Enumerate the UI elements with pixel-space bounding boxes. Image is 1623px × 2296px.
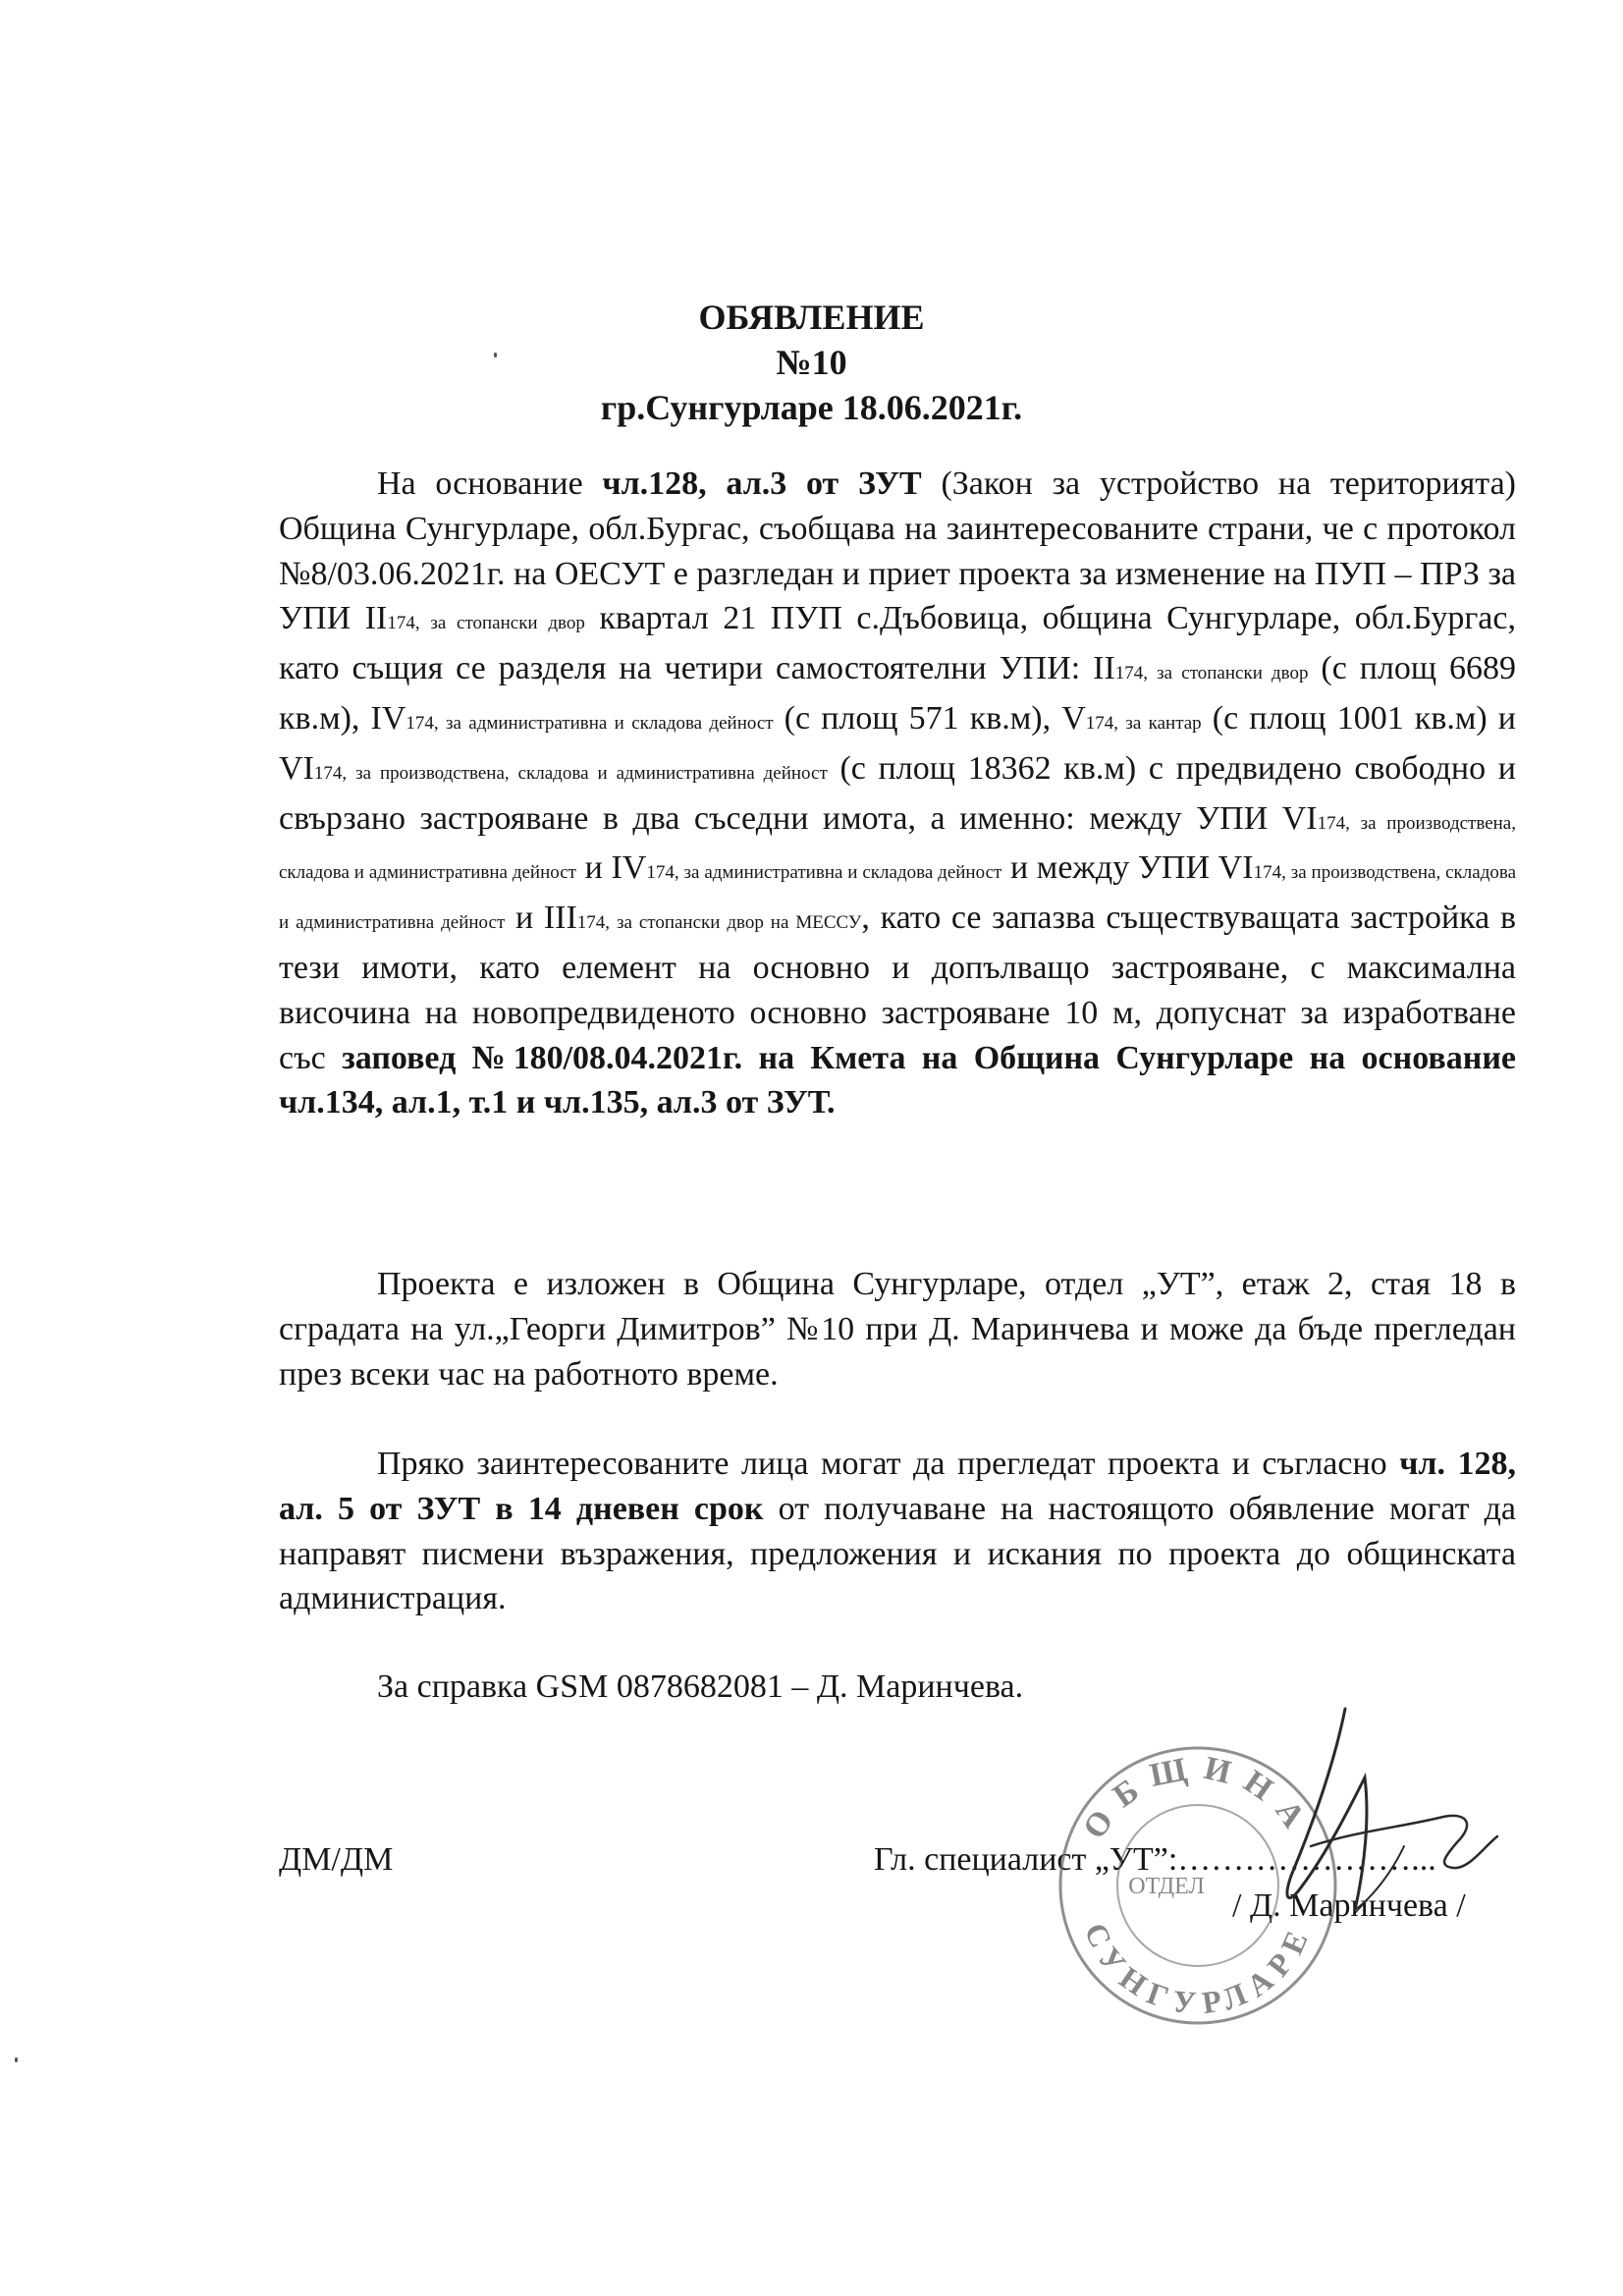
- scan-speck: [494, 353, 497, 357]
- paragraph-3: Пряко заинтересованите лица могат да прегледат проекта и съгласно чл. 128, ал. 5 от ЗУТ в 14 дневен срок от получаване на настоящото обявление могат да направят писмени възражения, предложения и искания по проекта до общинската администрация.: [279, 1446, 1517, 1617]
- stamp-bottom-text: СУНГУРЛАРЕ: [1077, 1917, 1319, 2021]
- scan-speck: [15, 2057, 18, 2062]
- footer-initials: ДМ/ДМ: [279, 1841, 394, 1878]
- paragraph-1: На основание чл.128, ал.3 от ЗУТ (Закон за устройство на територията) Община Сунгурларе, обл.Бургас, съобщава на заинтересованите страни, че с протокол №8/03.06.2021г. на ОЕСУТ е разгледан и приет проекта за изменение на ПУП – ПРЗ за УПИ II174, за стопански двор квартал 21 ПУП с.Дъбовица, община Сунгурларе, обл.Бургас, като същия се разделя на четири самостоятелни УПИ: II174, за стопански двор (с площ 6689 кв.м), IV174, за административна и складова дейност (с площ 571 кв.м), V174, за кантар (с площ 1001 кв.м) и VI174, за производствена, складова и административна дейност (с площ 18362 кв.м) с предвидено свободно и свързано застрояване в два съседни имота, а именно: между УПИ VI174, за производствена, складова и административна дейност и IV174, за административна и складова дейност и между УПИ VI174, за производствена, складова и административна дейност и III174, за стопански двор на МЕССУ, като се запазва съществуващата застройка в тези имоти, като елемент на основно и допълващо застрояване, с максимална височина на новопредвиденото основно застрояване 10 м, допуснат за изработване със заповед №180/08.04.2021г. на Кмета на Община Сунгурларе на основание чл.134, ал.1, т.1 и чл.135, ал.3 от ЗУТ.: [279, 465, 1517, 1121]
- stamp-top-text: ОБЩИНА: [1076, 1748, 1320, 1846]
- paragraph-main: [279, 462, 1516, 1125]
- paragraph-exhibit: [279, 1262, 1516, 1396]
- signature: [1217, 1699, 1512, 1944]
- document-number: №10: [776, 343, 847, 382]
- paragraph-objections: [279, 1442, 1516, 1621]
- footer-name: / Д. Маринчева /: [1232, 1887, 1466, 1924]
- paragraph-2: Проекта е изложен в Община Сунгурларе, отдел „УТ”, етаж 2, стая 18 в сградата на ул.„Георги Димитров” №10 при Д. Маринчева и може да бъде прегледан през всеки час на работното време.: [279, 1266, 1516, 1393]
- paragraph-4: За справка GSM 0878682081 – Д. Маринчева.: [377, 1668, 1024, 1705]
- footer-role: Гл. специалист „УТ”:…………………...: [874, 1841, 1436, 1878]
- header: [0, 295, 1623, 430]
- document-title: ОБЯВЛЕНИЕ: [698, 298, 925, 337]
- stamp-middle-text: ОТДЕЛ: [1128, 1874, 1205, 1899]
- place-date: гр.Сунгурларе 18.06.2021г.: [600, 388, 1023, 427]
